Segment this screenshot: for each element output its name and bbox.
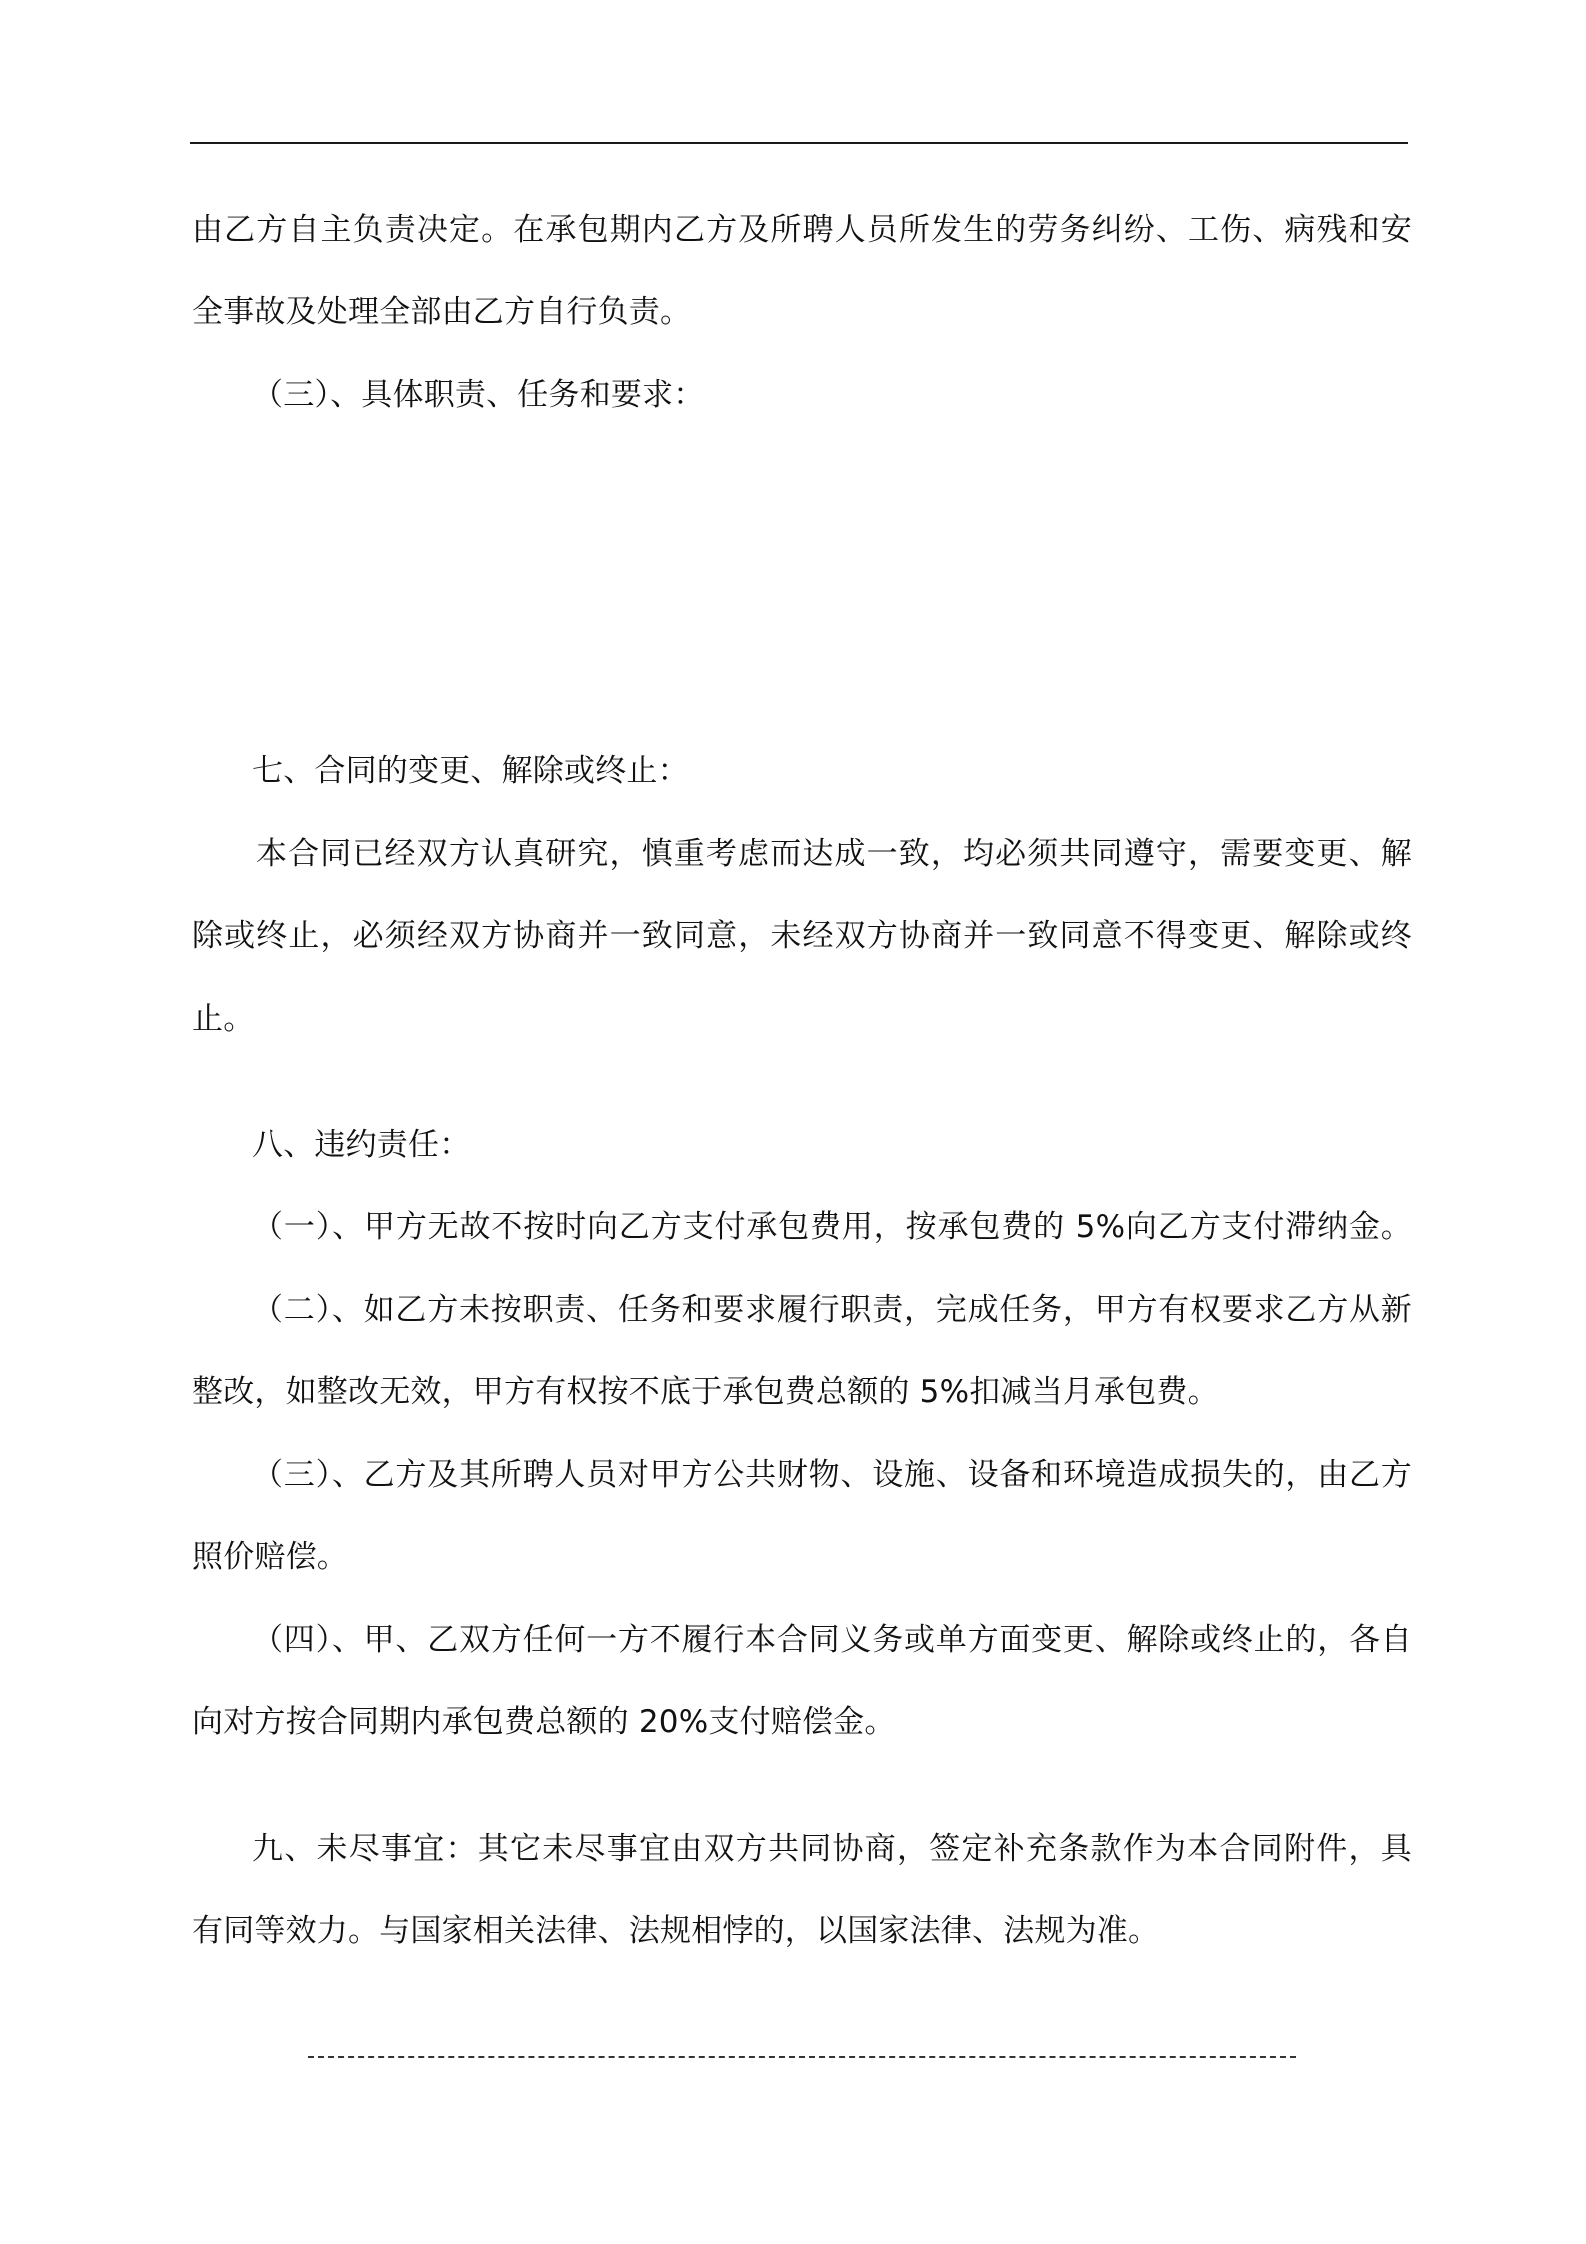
- paragraph-line: 由乙方自主负责决定。在承包期内乙方及所聘人员所发生的劳务纠纷、工伤、病残和安: [192, 212, 1412, 248]
- section-heading-8: 八、违约责任：: [252, 1127, 471, 1163]
- paragraph-line: 全事故及处理全部由乙方自行负责。: [192, 294, 692, 330]
- clause-4: （四）、甲、乙双方任何一方不履行本合同义务或单方面变更、解除或终止的，各自: [252, 1622, 1412, 1658]
- paragraph-line: 向对方按合同期内承包费总额的 20%支付赔偿金。: [192, 1704, 896, 1740]
- footer-dashed-rule: [308, 2056, 1296, 2058]
- paragraph-line: 整改，如整改无效，甲方有权按不底于承包费总额的 5%扣减当月承包费。: [192, 1374, 1219, 1410]
- header-rule: [190, 142, 1408, 144]
- clause-3: （三）、乙方及其所聘人员对甲方公共财物、设施、设备和环境造成损失的，由乙方: [252, 1457, 1412, 1493]
- paragraph-line: 止。: [192, 1001, 255, 1037]
- paragraph-line: 本合同已经双方认真研究，慎重考虑而达成一致，均必须共同遵守，需要变更、解: [256, 836, 1412, 872]
- paragraph-line: 除或终止，必须经双方协商并一致同意，未经双方协商并一致同意不得变更、解除或终: [192, 918, 1412, 954]
- section-heading-9: 九、未尽事宜：其它未尽事宜由双方共同协商，签定补充条款作为本合同附件，具: [252, 1831, 1412, 1867]
- paragraph-line: 有同等效力。与国家相关法律、法规相悖的，以国家法律、法规为准。: [192, 1913, 1160, 1949]
- clause-2: （二）、如乙方未按职责、任务和要求履行职责，完成任务，甲方有权要求乙方从新: [252, 1292, 1412, 1328]
- section-heading-7: 七、合同的变更、解除或终止：: [252, 753, 689, 789]
- clause-1: （一）、甲方无故不按时向乙方支付承包费用，按承包费的 5%向乙方支付滞纳金。: [252, 1209, 1412, 1245]
- clause-heading: （三）、具体职责、任务和要求：: [252, 377, 705, 413]
- paragraph-line: 照价赔偿。: [192, 1539, 348, 1575]
